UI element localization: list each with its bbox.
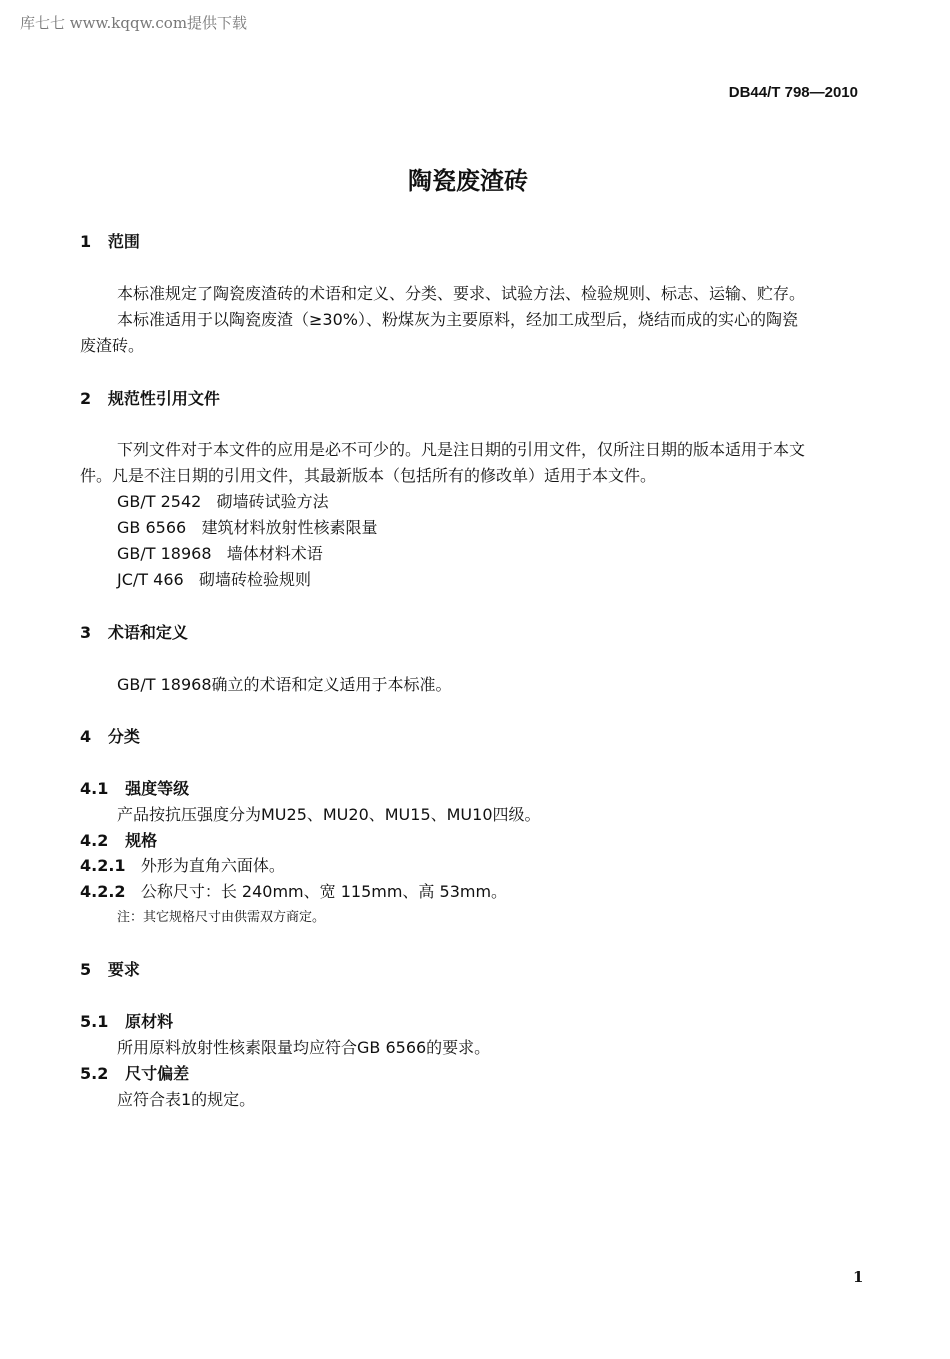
reference-name: 建筑材料放射性核素限量	[201, 518, 378, 537]
reference-code: GB/T 2542	[117, 492, 202, 511]
section-number: 1	[80, 232, 92, 251]
section-number: 3	[80, 623, 92, 642]
subsection-5-1-heading	[80, 1012, 173, 1032]
paragraph-line: 所用原料放射性核素限量均应符合GB 6566的要求。	[117, 1038, 491, 1057]
reference-name: 砌墙砖试验方法	[216, 492, 329, 511]
paragraph-line: 下列文件对于本文件的应用是必不可少的。凡是注日期的引用文件，仅所注日期的版本适用于本文	[117, 440, 806, 459]
section-title: 原材料	[125, 1012, 174, 1031]
section-number: 5.1	[80, 1012, 109, 1031]
section-4-heading	[80, 727, 140, 747]
clause-text: 公称尺寸：长 240mm、宽 115mm、高 53mm。	[140, 882, 508, 901]
section-number: 5	[80, 960, 92, 979]
section-title: 规格	[125, 831, 158, 850]
section-5-heading	[80, 960, 140, 980]
section-number: 2	[80, 389, 92, 408]
reference-code: GB 6566	[117, 518, 187, 537]
section-title: 规范性引用文件	[107, 389, 220, 408]
clause-text: 外形为直角六面体。	[140, 856, 285, 875]
reference-name: 墙体材料术语	[226, 544, 323, 563]
clause-4-2-2	[80, 882, 507, 902]
section-title: 强度等级	[125, 779, 190, 798]
section-2-heading	[80, 389, 220, 409]
subsection-4-2-heading	[80, 831, 157, 851]
section-1-heading	[80, 232, 140, 252]
section-number: 4.2.1	[80, 856, 126, 875]
section-title: 分类	[107, 727, 140, 746]
reference-code: GB/T 18968	[117, 544, 212, 563]
reference-item	[117, 492, 329, 512]
subsection-5-2-heading	[80, 1064, 189, 1084]
section-number: 4.1	[80, 779, 109, 798]
watermark: 库七七 www.kqqw.com提供下载	[20, 14, 248, 32]
reference-name: 砌墙砖检验规则	[198, 570, 311, 589]
subsection-4-1-heading	[80, 779, 189, 799]
paragraph-line: 本标准规定了陶瓷废渣砖的术语和定义、分类、要求、试验方法、检验规则、标志、运输、贮存。	[117, 284, 806, 303]
reference-item	[117, 518, 377, 538]
section-number: 5.2	[80, 1064, 109, 1083]
document-code: DB44/T 798—2010	[728, 84, 858, 101]
section-title: 要求	[107, 960, 140, 979]
clause-4-2-1	[80, 856, 285, 876]
section-number: 4.2.2	[80, 882, 126, 901]
paragraph-line: 件。凡是不注日期的引用文件，其最新版本（包括所有的修改单）适用于本文件。	[80, 466, 657, 485]
section-number: 4	[80, 727, 92, 746]
paragraph-line: GB/T 18968确立的术语和定义适用于本标准。	[117, 675, 452, 694]
paragraph-line: 产品按抗压强度分为MU25、MU20、MU15、MU10四级。	[117, 805, 541, 824]
reference-item	[117, 544, 323, 564]
reference-code: JC/T 466	[117, 570, 184, 589]
section-title: 术语和定义	[107, 623, 188, 642]
section-number: 4.2	[80, 831, 109, 850]
reference-item	[117, 570, 311, 590]
page-number: 1	[853, 1268, 864, 1286]
page-title: 陶瓷废渣砖	[408, 167, 528, 195]
paragraph-line: 本标准适用于以陶瓷废渣（≥30%）、粉煤灰为主要原料，经加工成型后，烧结而成的实心的陶瓷	[117, 310, 798, 329]
paragraph-line: 应符合表1的规定。	[117, 1090, 256, 1109]
note: 注：其它规格尺寸由供需双方商定。	[117, 910, 326, 925]
paragraph-line: 废渣砖。	[80, 336, 145, 355]
section-title: 范围	[107, 232, 140, 251]
section-title: 尺寸偏差	[125, 1064, 190, 1083]
section-3-heading	[80, 623, 188, 643]
